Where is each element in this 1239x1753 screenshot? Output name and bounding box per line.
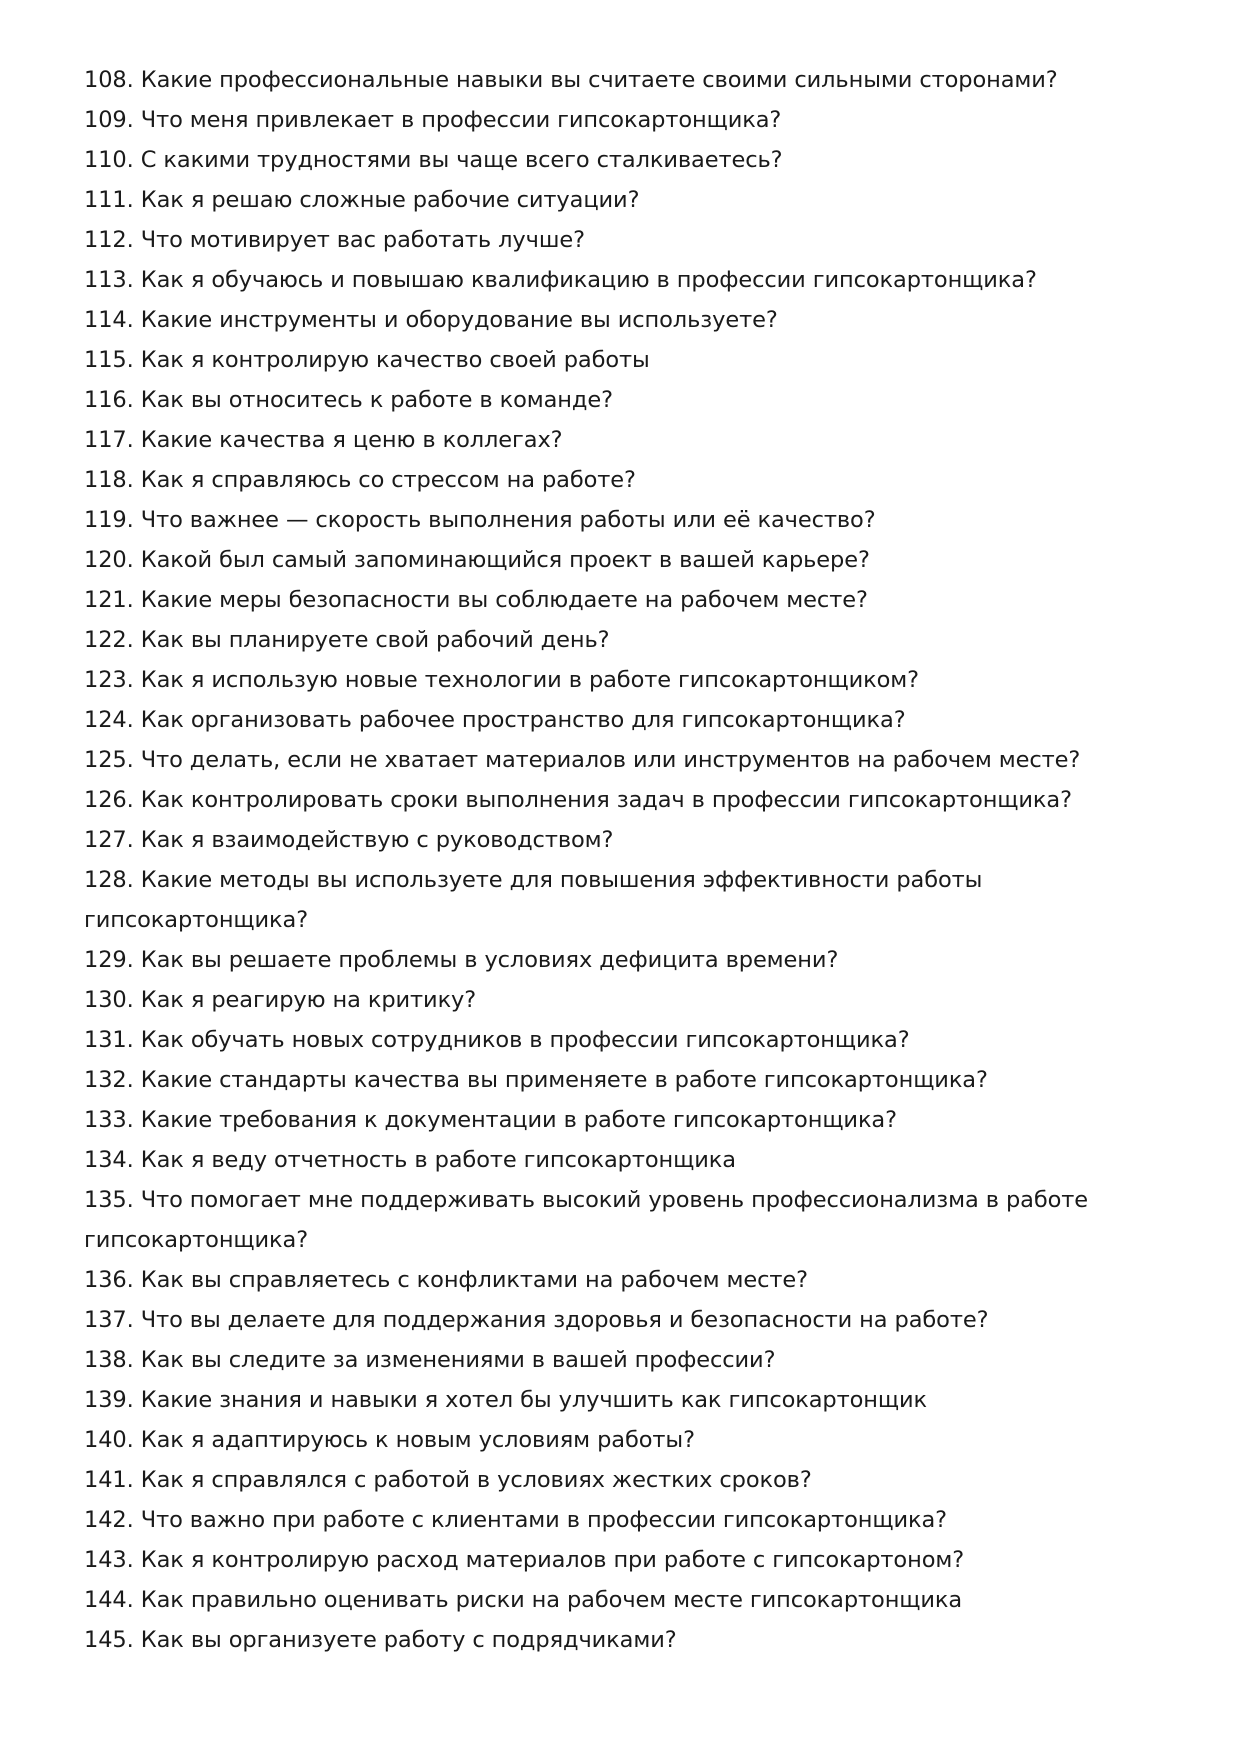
question-item: 138. Как вы следите за изменениями в вашей профессии? (84, 1347, 776, 1373)
question-item: 124. Как организовать рабочее пространство для гипсокартонщика? (84, 707, 906, 733)
question-item: 112. Что мотивирует вас работать лучше? (84, 227, 585, 253)
question-item: 144. Как правильно оценивать риски на рабочем месте гипсокартонщика (84, 1587, 963, 1613)
question-item: 125. Что делать, если не хватает материалов или инструментов на рабочем месте? (84, 747, 1081, 773)
question-item: 133. Какие требования к документации в работе гипсокартонщика? (84, 1107, 897, 1133)
question-item: 115. Как я контролирую качество своей работы (84, 347, 650, 373)
question-item: 123. Как я использую новые технологии в работе гипсокартонщиком? (84, 667, 919, 693)
question-item: 143. Как я контролирую расход материалов при работе с гипсокартоном? (84, 1547, 965, 1573)
question-item: 141. Как я справлялся с работой в условиях жестких сроков? (84, 1467, 812, 1493)
question-item: 117. Какие качества я ценю в коллегах? (84, 427, 563, 453)
question-item: 139. Какие знания и навыки я хотел бы улучшить как гипсокартонщик (84, 1387, 928, 1413)
question-item: 127. Как я взаимодействую с руководством? (84, 827, 614, 853)
question-item: 109. Что меня привлекает в профессии гипсокартонщика? (84, 107, 782, 133)
question-item: 129. Как вы решаете проблемы в условиях дефицита времени? (84, 947, 839, 973)
question-item: 126. Как контролировать сроки выполнения задач в профессии гипсокартонщика? (84, 787, 1072, 813)
question-item: 132. Какие стандарты качества вы применяете в работе гипсокартонщика? (84, 1067, 988, 1093)
question-item: 121. Какие меры безопасности вы соблюдаете на рабочем месте? (84, 587, 868, 613)
question-list (84, 60, 1164, 1660)
question-item: 131. Как обучать новых сотрудников в профессии гипсокартонщика? (84, 1027, 910, 1053)
question-item: 136. Как вы справляетесь с конфликтами на рабочем месте? (84, 1267, 809, 1293)
question-item: 140. Как я адаптируюсь к новым условиям работы? (84, 1427, 695, 1453)
question-item: 108. Какие профессиональные навыки вы считаете своими сильными сторонами? (84, 67, 1058, 93)
question-item: 119. Что важнее — скорость выполнения работы или её качество? (84, 507, 876, 533)
question-item: 130. Как я реагирую на критику? (84, 987, 477, 1013)
question-item: 145. Как вы организуете работу с подрядчиками? (84, 1627, 677, 1653)
question-item: 135. Что помогает мне поддерживать высокий уровень профессионализма в работе гипсокартонщика? (84, 1187, 1089, 1253)
question-item: 122. Как вы планируете свой рабочий день? (84, 627, 610, 653)
question-item: 116. Как вы относитесь к работе в команде? (84, 387, 613, 413)
question-item: 111. Как я решаю сложные рабочие ситуации? (84, 187, 640, 213)
question-item: 137. Что вы делаете для поддержания здоровья и безопасности на работе? (84, 1307, 989, 1333)
question-item: 113. Как я обучаюсь и повышаю квалификацию в профессии гипсокартонщика? (84, 267, 1037, 293)
question-item: 110. С какими трудностями вы чаще всего сталкиваетесь? (84, 147, 783, 173)
question-item: 128. Какие методы вы используете для повышения эффективности работы гипсокартонщика? (84, 867, 983, 933)
question-item: 142. Что важно при работе с клиентами в профессии гипсокартонщика? (84, 1507, 948, 1533)
question-item: 120. Какой был самый запоминающийся проект в вашей карьере? (84, 547, 870, 573)
question-item: 114. Какие инструменты и оборудование вы используете? (84, 307, 778, 333)
question-item: 134. Как я веду отчетность в работе гипсокартонщика (84, 1147, 736, 1173)
question-item: 118. Как я справляюсь со стрессом на работе? (84, 467, 636, 493)
